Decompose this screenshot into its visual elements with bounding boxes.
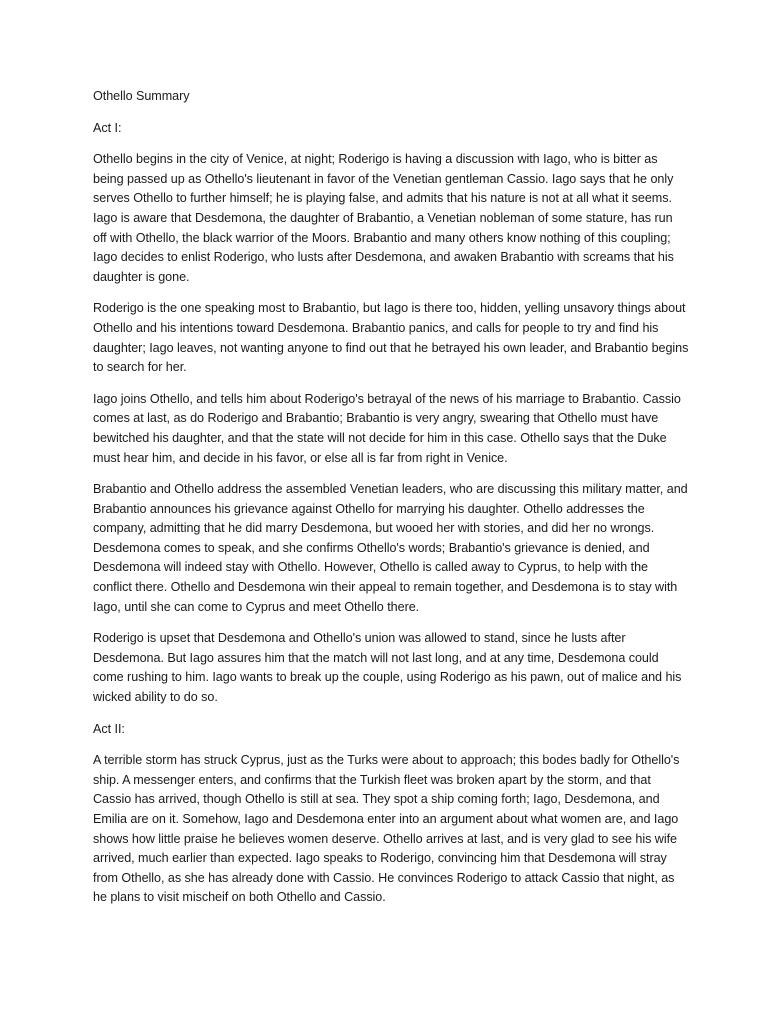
section-act-2 bbox=[93, 720, 689, 908]
section-heading-act-1: Act I: bbox=[93, 120, 122, 135]
section-act-1 bbox=[93, 119, 689, 708]
paragraph: Roderigo is the one speaking most to Brabantio, but Iago is there too, hidden, yelling unsavory things about Othello and his intentions toward Desdemona. Brabantio panics, and calls for people to try and find his daughter; Iago leaves, not wanting anyone to find out that he betrayed his own leader, and Brabantio begins to search for her. bbox=[93, 301, 689, 375]
document-page bbox=[93, 87, 689, 920]
paragraph: Iago joins Othello, and tells him about Roderigo's betrayal of the news of his marriage to Brabantio. Cassio comes at last, as do Roderigo and Brabantio; Brabantio is very angry, swearing that Othello must have bewitched his daughter, and that the state will not decide for him in this case. Othello says that the Duke must hear him, and decide in his favor, or else all is far from right in Venice. bbox=[93, 391, 681, 465]
paragraph: Brabantio and Othello address the assembled Venetian leaders, who are discussing this military matter, and Brabantio announces his grievance against Othello for marrying his daughter. Othello addresses the company, admitting that he did marry Desdemona, but wooed her with stories, and did her no wrongs. Desdemona comes to speak, and she confirms Othello's words; Brabantio's grievance is denied, and Desdemona will indeed stay with Othello. However, Othello is called away to Cyprus, to help with the conflict there. Othello and Desdemona win their appeal to remain together, and Desdemona is to stay with Iago, until she can come to Cyprus and meet Othello there. bbox=[93, 482, 688, 614]
section-heading-act-2: Act II: bbox=[93, 721, 125, 736]
paragraph: Roderigo is upset that Desdemona and Othello's union was allowed to stand, since he lusts after Desdemona. But Iago assures him that the match will not last long, and at any time, Desdemona could come rushing to him. Iago wants to break up the couple, using Roderigo as his pawn, out of malice and his wicked ability to do so. bbox=[93, 631, 682, 705]
paragraph: Othello begins in the city of Venice, at night; Roderigo is having a discussion with Iago, who is bitter as being passed up as Othello's lieutenant in favor of the Venetian gentleman Cassio. Iago says that he only serves Othello to further himself; he is playing false, and admits that his nature is not at all what it seems. Iago is aware that Desdemona, the daughter of Brabantio, a Venetian nobleman of some stature, has run off with Othello, the black warrior of the Moors. Brabantio and many others know nothing of this coupling; Iago decides to enlist Roderigo, who lusts after Desdemona, and awaken Brabantio with screams that his daughter is gone. bbox=[93, 152, 674, 284]
paragraph: A terrible storm has struck Cyprus, just as the Turks were about to approach; this bodes badly for Othello's ship. A messenger enters, and confirms that the Turkish fleet was broken apart by the storm, and that Cassio has arrived, though Othello is still at sea. They spot a ship coming forth; Iago, Desdemona, and Emilia are on it. Somehow, Iago and Desdemona enter into an argument about what women are, and Iago shows how little praise he believes women deserve. Othello arrives at last, and is very glad to see his wife arrived, much earlier than expected. Iago speaks to Roderigo, convincing him that Desdemona will stray from Othello, as she has already done with Cassio. He convinces Roderigo to attack Cassio that night, as he plans to visit mischeif on both Othello and Cassio. bbox=[93, 753, 680, 905]
document-title: Othello Summary bbox=[93, 89, 190, 103]
